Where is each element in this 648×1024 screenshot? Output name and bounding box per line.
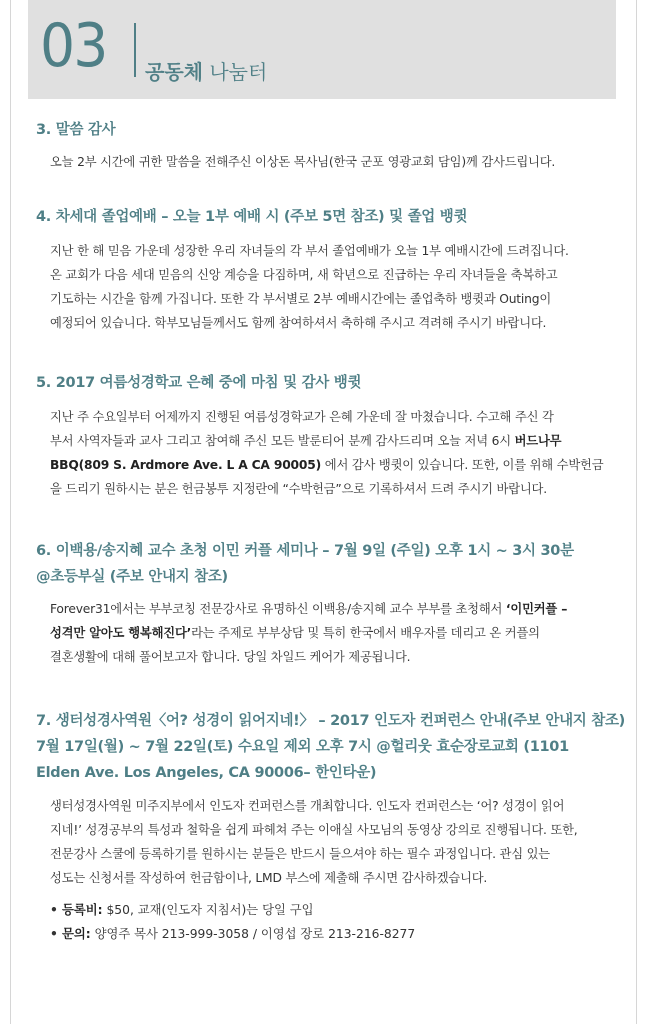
body-line: 오늘 2부 시간에 귀한 말씀을 전해주신 이상돈 목사님(한국 군포 영광교회 담임)께 감사드립니다. — [50, 155, 556, 169]
body-line: 지네!’ 성경공부의 특성과 철학을 쉽게 파헤쳐 주는 이애실 사모님의 동영상 강의로 진행됩니다. 또한, — [50, 823, 578, 837]
item-title: 3. 말씀 감사 — [36, 122, 116, 138]
body-line: 지난 한 해 믿음 가운데 성장한 우리 자녀들의 각 부서 졸업예배가 오늘 1부 예배시간에 드려집니다. — [50, 244, 569, 258]
item-title-line: 7. 생터성경사역원〈어? 성경이 읽어지네!〉 – 2017 인도자 컨퍼런스 안내(주보 안내지 참조) — [36, 713, 625, 729]
item-body — [36, 150, 616, 174]
info-item-fee — [50, 898, 616, 922]
body-line: 성도는 신청서를 작성하여 헌금함이나, LMD 부스에 제출해 주시면 감사하겠습니다. — [50, 871, 488, 885]
item-body — [36, 405, 616, 501]
item-4 — [36, 204, 616, 335]
body-line — [50, 453, 616, 477]
body-bold: ‘이민커플 – — [505, 602, 568, 616]
item-7 — [36, 708, 625, 946]
body-line: 지난 주 수요일부터 어제까지 진행된 여름성경학교가 은혜 가운데 잘 마쳤습니다. 수고해 주신 각 — [50, 410, 554, 424]
info-item-contact — [50, 922, 616, 946]
body-line: 을 드리기 원하시는 분은 헌금봉투 지정란에 “수박헌금”으로 기록하셔서 드려 주시기 바랍니다. — [50, 482, 547, 496]
info-label: 문의: — [62, 927, 91, 941]
info-value: 양영주 목사 213-999-3058 / 이영섭 장로 213-216-8277 — [90, 927, 416, 941]
item-6 — [36, 538, 616, 669]
header-divider — [134, 23, 136, 77]
section-header — [28, 0, 616, 99]
body-line: 온 교회가 다음 세대 믿음의 신앙 계승을 다짐하며, 새 학년으로 진급하는 우리 자녀들을 축복하고 — [50, 268, 558, 282]
body-line — [50, 597, 616, 621]
body-line — [50, 621, 616, 645]
body-bold: 성격만 알아도 행복해진다’ — [50, 626, 192, 640]
item-5 — [36, 370, 616, 501]
item-title: 4. 차세대 졸업예배 – 오늘 1부 예배 시 (주보 5면 참조) 및 졸업 뱅큇 — [36, 209, 468, 225]
body-bold: 버드나무 — [514, 434, 562, 448]
item-body — [36, 597, 616, 669]
body-line: 예정되어 있습니다. 학부모님들께서도 함께 참여하셔서 축하해 주시고 격려해 주시기 바랍니다. — [50, 316, 547, 330]
body-line: 전문강사 스쿨에 등록하기를 원하시는 분들은 반드시 들으셔야 하는 필수 과정입니다. 관심 있는 — [50, 847, 550, 861]
section-title-light: 나눔터 — [209, 60, 268, 84]
body-text: 부서 사역자들과 교사 그리고 참여해 주신 모든 발룬티어 분께 감사드리며 오늘 저녁 6시 — [50, 434, 511, 448]
body-bold: BBQ(809 S. Ardmore Ave. L A CA 90005) — [50, 458, 322, 472]
item-title: 5. 2017 여름성경학교 은혜 중에 마침 및 감사 뱅큇 — [36, 375, 362, 391]
item-body — [36, 239, 616, 335]
body-line: 기도하는 시간을 함께 가집니다. 또한 각 부서별로 2부 예배시간에는 졸업축하 뱅큇과 Outing이 — [50, 292, 551, 306]
item-3 — [36, 117, 616, 174]
body-text: 에서 감사 뱅큇이 있습니다. 또한, 이를 위해 수박헌금 — [324, 458, 604, 472]
info-value: $50, 교재(인도자 지침서)는 당일 구입 — [102, 903, 314, 917]
body-line — [50, 429, 616, 453]
section-title-bold: 공동체 — [145, 60, 203, 84]
body-line: 결혼생활에 대해 풀어보고자 합니다. 당일 차일드 케어가 제공됩니다. — [50, 650, 411, 664]
item-title-line: @초등부실 (주보 안내지 참조) — [36, 569, 228, 585]
item-title-line: 7월 17일(월) ~ 7월 22일(토) 수요일 제외 오후 7시 @헐리웃 효순장로교회 (1101 — [36, 739, 569, 755]
section-number: 03 — [40, 11, 107, 81]
body-line: 생터성경사역원 미주지부에서 인도자 컨퍼런스를 개최합니다. 인도자 컨퍼런스는 ‘어? 성경이 읽어 — [50, 799, 565, 813]
info-label: 등록비: — [62, 903, 103, 917]
section-title — [145, 62, 267, 82]
bullet-icon: • — [50, 903, 58, 917]
body-text: Forever31에서는 부부코칭 전문강사로 유명하신 이백용/송지혜 교수 부부를 초청해서 — [50, 602, 503, 616]
item-title-line: Elden Ave. Los Angeles, CA 90006– 한인타운) — [36, 765, 377, 781]
bullet-icon: • — [50, 927, 58, 941]
item-title-line: 6. 이백용/송지혜 교수 초청 이민 커플 세미나 – 7월 9일 (주일) 오후 1시 ~ 3시 30분 — [36, 543, 574, 559]
info-list — [36, 898, 616, 946]
body-text: 라는 주제로 부부상담 및 특히 한국에서 배우자를 데리고 온 커플의 — [191, 626, 540, 640]
item-body — [36, 794, 616, 890]
